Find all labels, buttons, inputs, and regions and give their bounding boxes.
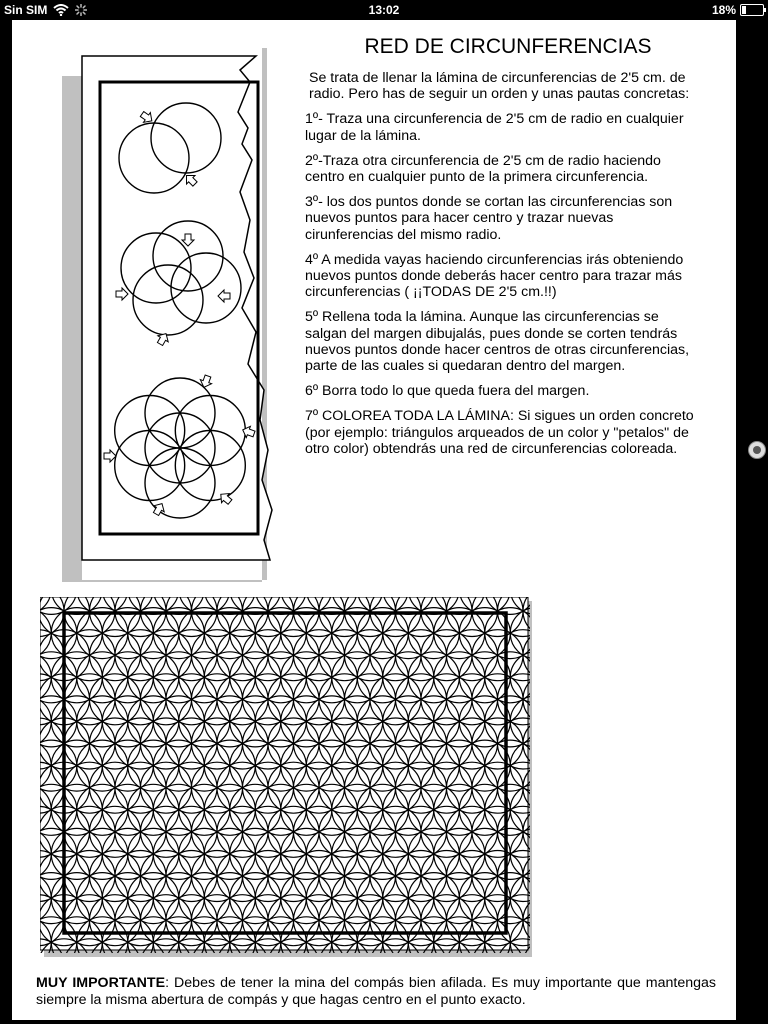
- step-2: 2º-Traza otra circunferencia de 2'5 cm de radio haciendo centro en cualquier punto de la primera circunferencia.: [305, 152, 661, 186]
- document-page[interactable]: [12, 20, 736, 1020]
- step-5: 5º Rellena toda la lámina. Aunque las circunferencias se salgan del margen dibujalás, pues donde se corten tendrás nuevos puntos donde hacer centros de otras circunferencias, parte de las cuales si quedaran dentro del margen.: [305, 309, 690, 375]
- battery-fill: [742, 6, 746, 14]
- page-title: RED DE CIRCUNFERENCIAS: [364, 35, 652, 58]
- wifi-icon: [53, 4, 69, 16]
- carrier-label: Sin SIM: [4, 3, 48, 17]
- intro-text: Se trata de llenar la lámina de circunferencias de 2'5 cm. de radio. Pero has de seguir un orden y unas pautas concretas:: [309, 70, 690, 103]
- step-7: 7º COLOREA TODA LA LÁMINA: Si sigues un orden concreto (por ejemplo: triángulos arqueados de un color y "petalos" de otro color) obtendrás una red de circunferencias coloreada.: [305, 408, 694, 457]
- step-6: 6º Borra todo lo que queda fuera del margen.: [305, 383, 590, 400]
- circle-grid-figure: [40, 597, 532, 957]
- construction-illustration: [12, 20, 302, 590]
- battery-icon: [740, 4, 764, 16]
- instructions: [305, 70, 700, 466]
- battery-percent: 18%: [711, 3, 736, 17]
- footer-note: [36, 975, 716, 1009]
- step-1: 1º- Traza una circunferencia de 2'5 cm de radio en cualquier lugar de la lámina.: [305, 111, 684, 144]
- side-scroll-handle[interactable]: [748, 441, 766, 459]
- step-3: 3º- los dos puntos donde se cortan las circunferencias son nuevos puntos para hacer centro y trazar nuevas cirunferencias del mismo radio.: [305, 194, 673, 243]
- status-bar: [0, 0, 768, 20]
- clock: 13:02: [368, 3, 400, 17]
- footer-text: : Debes de tener la mina del compás bien afilada. Es muy importante que mantengas siempre la misma abertura de compás y que hagas centro en el punto exacto.: [36, 975, 716, 1008]
- step-4: 4º A medida vayas haciendo circunferencias irás obteniendo nuevos puntos donde deberás hacer centro para trazar más circunferencias ( ¡¡TODAS DE 2'5 cm.!!): [305, 251, 684, 301]
- spinner-icon: [75, 4, 87, 16]
- footer-bold: MUY IMPORTANTE: [36, 975, 166, 991]
